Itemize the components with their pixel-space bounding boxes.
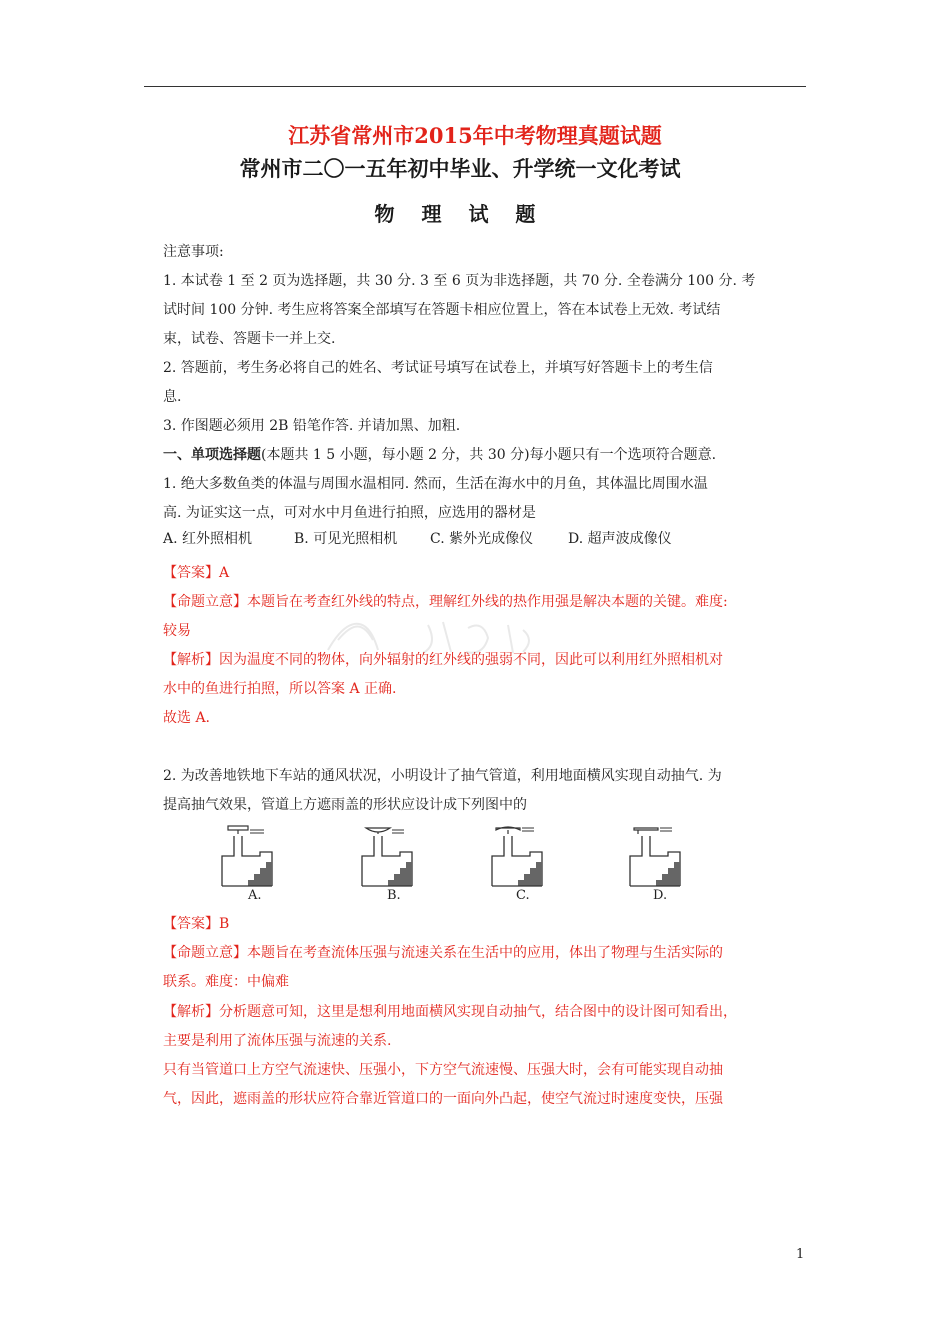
section-heading (163, 441, 763, 470)
notes-line: 3. 作图题必须用 2B 铅笔作答. 并请加黑、加粗. (163, 418, 461, 434)
notes-line: 束，试卷、答题卡一并上交. (163, 331, 336, 347)
q1-answer (163, 559, 763, 588)
intent-tag: 【命题立意】 (163, 594, 247, 610)
q2-stem-line: 2. 为改善地铁地下车站的通风状况，小明设计了抽气管道，利用地面横风实现自动抽气. 为 (163, 768, 722, 784)
section-heading-bold: 一、单项选择题 (163, 447, 261, 463)
figure-d (626, 820, 702, 892)
answer-tag: 【答案】 (163, 565, 219, 581)
header-rule (144, 86, 806, 87)
q2-intent (163, 939, 763, 968)
figure-label-a: A. (248, 888, 262, 903)
answer-value: B (219, 916, 230, 932)
subject-title: 物 理 试 题 (374, 202, 546, 226)
notes-line: 1. 本试卷 1 至 2 页为选择题，共 30 分. 3 至 6 页为非选择题，共 70 分. 全卷满分 100 分. 考 (163, 273, 756, 289)
q1-analysis-cont: 水中的鱼进行拍照，所以答案 A 正确. (163, 681, 397, 697)
q1-option-d: D. 超声波成像仪 (568, 531, 672, 547)
q2-stem-line: 提高抽气效果，管道上方遮雨盖的形状应设计成下列图中的 (163, 797, 527, 813)
q1-intent-cont: 较易 (163, 623, 191, 639)
q1-stem-line: 高. 为证实这一点，可对水中月鱼进行拍照，应选用的器材是 (163, 505, 536, 521)
answer-value: A (219, 565, 230, 581)
analysis-tag: 【解析】 (163, 1004, 219, 1020)
q2-analysis-cont: 只有当管道口上方空气流速快、压强小，下方空气流速慢、压强大时，会有可能实现自动抽 (163, 1062, 723, 1078)
figure-label-b: B. (387, 888, 401, 903)
watermark-logo (318, 610, 578, 660)
q1-option-c: C. 紫外光成像仪 (430, 531, 534, 547)
q2-analysis-cont: 气，因此，遮雨盖的形状应符合靠近管道口的一面向外凸起，使空气流过时速度变快，压强 (163, 1091, 723, 1107)
q1-conclusion: 故选 A. (163, 710, 211, 726)
q2-analysis-cont: 主要是利用了流体压强与流速的关系. (163, 1033, 392, 1049)
figure-label-d: D. (653, 888, 668, 903)
q2-answer (163, 910, 763, 939)
notes-line: 2. 答题前，考生务必将自己的姓名、考试证号填写在试卷上，并填写好答题卡上的考生信 (163, 360, 713, 376)
intent-text: 本题旨在考查红外线的特点，理解红外线的热作用强是解决本题的关键。难度: (247, 594, 728, 610)
q1-stem-line: 1. 绝大多数鱼类的体温与周围水温相同. 然而，生活在海水中的月鱼，其体温比周围水温 (163, 476, 708, 492)
analysis-text: 分析题意可知，这里是想利用地面横风实现自动抽气，结合图中的设计图可知看出， (219, 1004, 737, 1020)
figure-c (488, 820, 564, 892)
intent-text: 本题旨在考查流体压强与流速关系在生活中的应用，体出了物理与生活实际的 (247, 945, 723, 961)
q2-intent-cont: 联系。难度：中偏难 (163, 974, 289, 990)
notes-line: 试时间 100 分钟. 考生应将答案全部填写在答题卡相应位置上，答在本试卷上无效. 考试结 (163, 302, 721, 318)
q1-option-a: A. 红外照相机 (163, 531, 253, 547)
q2-analysis (163, 998, 763, 1027)
figure-b (358, 820, 434, 892)
notes-heading: 注意事项: (163, 244, 224, 260)
analysis-tag: 【解析】 (163, 652, 219, 668)
document-title: 江苏省常州市2015年中考物理真题试题 (288, 123, 662, 148)
figure-label-c: C. (516, 888, 530, 903)
analysis-text: 因为温度不同的物体，向外辐射的红外线的强弱不同，因此可以利用红外照相机对 (219, 652, 723, 668)
answer-tag: 【答案】 (163, 916, 219, 932)
notes-line: 息. (163, 389, 182, 405)
exam-title: 常州市二〇一五年初中毕业、升学统一文化考试 (239, 156, 681, 181)
q1-option-b: B. 可见光照相机 (294, 531, 398, 547)
figure-a (218, 820, 294, 892)
section-heading-rest: (本题共 1 5 小题，每小题 2 分，共 30 分)每小题只有一个选项符合题意. (261, 447, 717, 463)
page-number: 1 (796, 1247, 805, 1262)
intent-tag: 【命题立意】 (163, 945, 247, 961)
